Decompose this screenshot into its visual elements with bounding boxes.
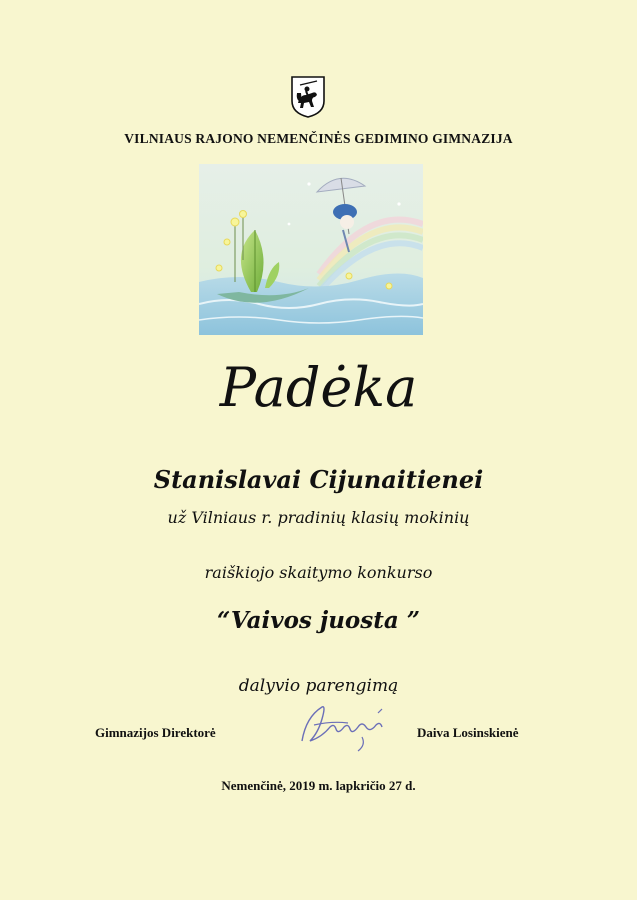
signatory-title: Gimnazijos Direktorė — [95, 725, 216, 740]
handwritten-signature — [292, 697, 402, 755]
place-and-date: Nemenčinė, 2019 m. lapkričio 27 d. — [221, 778, 416, 793]
signatory-name: Daiva Losinskienė — [417, 725, 519, 740]
description-line-3: dalyvio parengimą — [238, 676, 399, 696]
recipient-name: Stanislavai Cijunaitienei — [153, 465, 484, 494]
vytis-coat-of-arms-icon — [290, 75, 326, 119]
description-line-1: už Vilniaus r. pradinių klasių mokinių — [167, 508, 470, 527]
contest-name: “Vaivos juosta ” — [216, 607, 420, 634]
certificate-title: Padėka — [219, 356, 418, 419]
description-line-2: raiškiojo skaitymo konkurso — [204, 563, 433, 582]
fairy-tale-leaf-boat-illustration — [199, 164, 423, 335]
school-name: VILNIAUS RAJONO NEMENČINĖS GEDIMINO GIMNAZIJA — [124, 131, 513, 146]
